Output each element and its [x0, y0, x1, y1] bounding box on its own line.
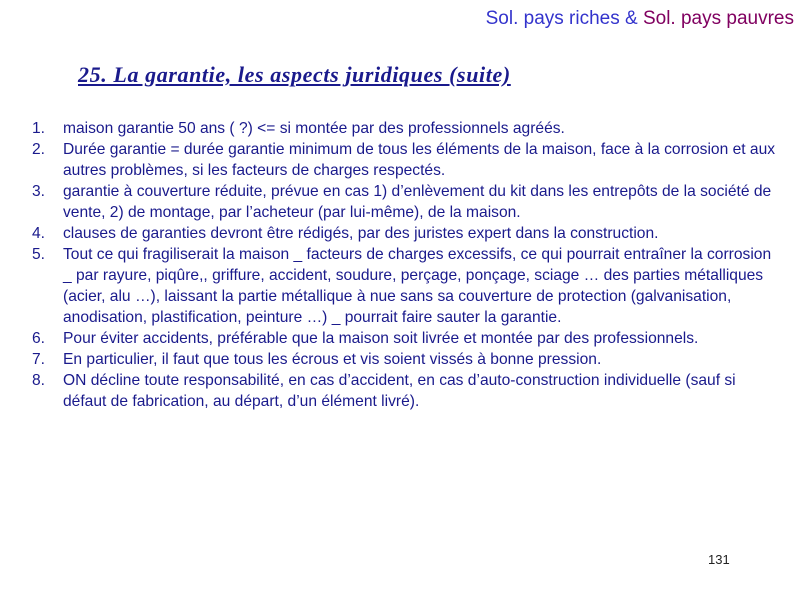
list-item-number: 8. [32, 372, 46, 389]
list-item-number: 3. [32, 183, 46, 200]
list-item [32, 349, 778, 370]
list-item [32, 370, 778, 412]
list-item-number: 6. [32, 330, 46, 347]
slide-header [486, 8, 794, 30]
list-item [32, 118, 778, 139]
list-item-number: 2. [32, 141, 46, 158]
numbered-list [32, 118, 778, 412]
list-item-text: Tout ce qui fragiliserait la maison _ facteurs de charges excessifs, ce qui pourrait entraîner la corrosion _ par rayure, piqûre,, griffure, accident, soudure, perçage, ponçage, sciage … des parties métalliques (acier, alu …), laissant la partie métallique à nue sans sa couverture de protection (galvanisation, anodisation, plastification, peinture …) _ pourrait faire sauter la garantie. [63, 246, 772, 326]
list-item-text: maison garantie 50 ans ( ?) <= si montée par des professionnels agréés. [63, 120, 565, 137]
list-item-text: Pour éviter accidents, préférable que la maison soit livrée et montée par des professionnels. [63, 330, 699, 347]
slide-title: 25. La garantie, les aspects juridiques (suite) [78, 62, 511, 87]
list-item-text: En particulier, il faut que tous les écrous et vis soient vissés à bonne pression. [63, 351, 602, 368]
list-item-text: clauses de garanties devront être rédigés, par des juristes expert dans la construction. [63, 225, 659, 242]
list-item-text: ON décline toute responsabilité, en cas d’accident, en cas d’auto-construction individuelle (sauf si défaut de fabrication, au départ, d’un élément livré). [63, 372, 736, 410]
list-item-text: Durée garantie = durée garantie minimum de tous les éléments de la maison, face à la corrosion et aux autres problèmes, si les facteurs de charges respectés. [63, 141, 776, 179]
header-pauvres-label: Sol. pays pauvres [642, 8, 794, 29]
list-item [32, 328, 778, 349]
list-item [32, 139, 778, 181]
list-item-number: 5. [32, 246, 46, 263]
page-number: 131 [708, 552, 730, 567]
list-item [32, 244, 778, 328]
header-rich-label: Sol. pays riches & [485, 8, 643, 29]
list-item-text: garantie à couverture réduite, prévue en cas 1) d’enlèvement du kit dans les entrepôts de la société de vente, 2) de montage, par l’acheteur (par lui-même), de la maison. [63, 183, 772, 221]
list-item [32, 223, 778, 244]
list-item [32, 181, 778, 223]
list-item-number: 1. [32, 120, 46, 137]
list-item-number: 4. [32, 225, 46, 242]
list-item-number: 7. [32, 351, 46, 368]
